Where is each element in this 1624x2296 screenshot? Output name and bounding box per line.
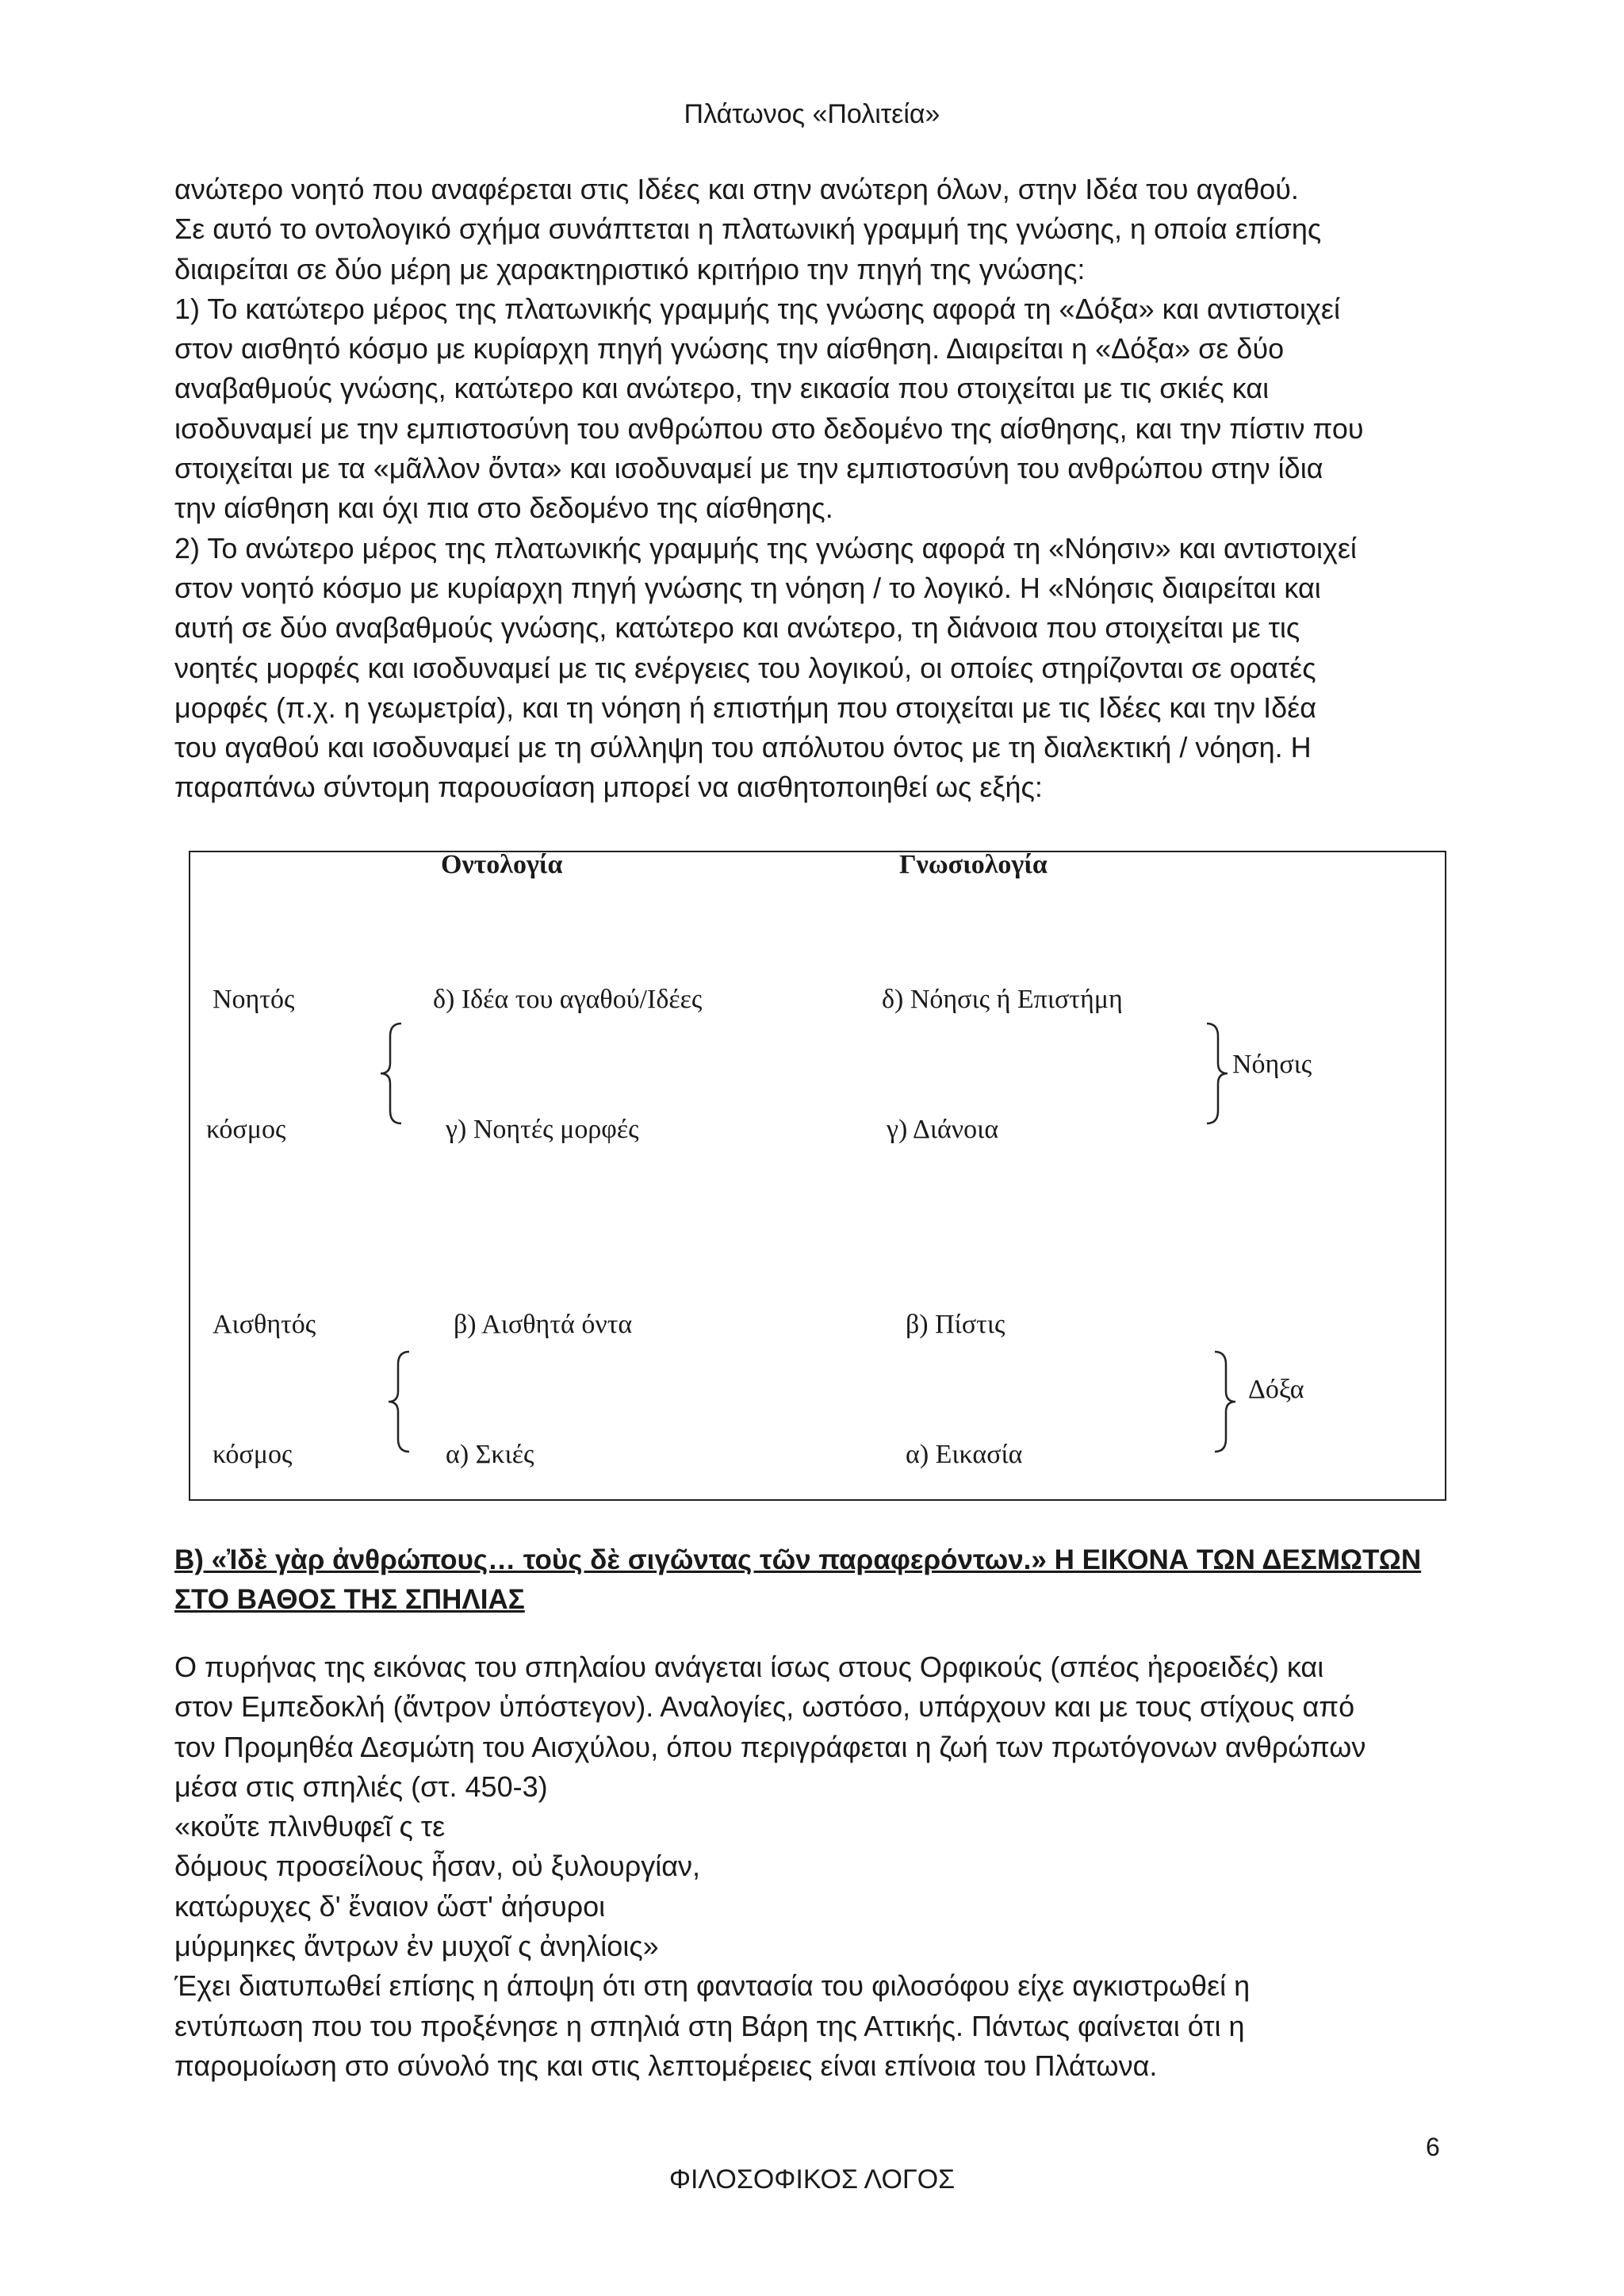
running-header: Πλάτωνος «Πολιτεία»: [684, 99, 940, 129]
text-line: τον Προμηθέα Δεσμώτη του Αισχύλου, όπου περιγράφεται η ζωή των πρωτόγονων ανθρώπων: [174, 1730, 1366, 1763]
section-heading-line: ΣΤΟ ΒΑΘΟΣ ΤΗΣ ΣΠΗΛΙΑΣ: [174, 1584, 525, 1615]
text-line: στον νοητό κόσμο με κυρίαρχη πηγή γνώσης τη νόηση / το λογικό. Η «Νόησις διαιρείται και: [174, 571, 1321, 604]
dianoia-label: γ) Διάνοια: [887, 1115, 999, 1144]
text-line: ανώτερο νοητό που αναφέρεται στις Ιδέες και στην ανώτερη όλων, στην Ιδέα του αγαθού.: [174, 173, 1299, 205]
text-line: αναβαθμούς γνώσης, κατώτερο και ανώτερο, την εικασία που στοιχείται με τις σκιές και: [174, 372, 1270, 405]
text-line: του αγαθού και ισοδυναμεί με τη σύλληψη του απόλυτου όντος με τη διαλεκτική / νόηση. Η: [174, 731, 1312, 764]
right-brace-icon: [1207, 1350, 1239, 1453]
text-line: παραπάνω σύντομη παρουσίαση μπορεί να αισθητοποιηθεί ως εξής:: [174, 771, 1043, 804]
text-line: εντύπωση που του προξένησε η σπηλιά στη Βάρη της Αττικής. Πάντως φαίνεται ότι η: [174, 2009, 1245, 2042]
text-line: 1) Το κατώτερο μέρος της πλατωνικής γραμμής της γνώσης αφορά τη «Δόξα» και αντιστοιχεί: [174, 292, 1340, 325]
text-line: 2) Το ανώτερο μέρος της πλατωνικής γραμμής της γνώσης αφορά τη «Νόησιν» και αντιστοιχεί: [174, 531, 1357, 564]
aisthetos-label: Αισθητός: [213, 1310, 316, 1339]
divided-line-diagram: [189, 851, 1446, 1501]
kosmos-label-lower: κόσμος: [213, 1440, 293, 1469]
text-line: διαιρείται σε δύο μέρη με χαρακτηριστικό κριτήριο την πηγή της γνώσης:: [174, 252, 1086, 285]
section-heading-line: Β) «Ἰδὲ γὰρ ἀνθρώπους… τοὺς δὲ σιγῶντας τῶν παραφερόντων.» Η ΕΙΚΟΝΑ ΤΩΝ ΔΕΣΜΩΤΩΝ: [174, 1544, 1422, 1575]
aistheta-onta-label: β) Αισθητά όντα: [454, 1310, 633, 1339]
text-line: στοιχείται με τα «μᾶλλον ὄντα» και ισοδυναμεί με την εμπιστοσύνη του ανθρώπου στην ίδια: [174, 452, 1323, 485]
text-line: Έχει διατυπωθεί επίσης η άποψη ότι στη φαντασία του φιλοσόφου είχε αγκιστρωθεί η: [174, 1969, 1251, 2003]
left-brace-icon: [385, 1350, 417, 1453]
noesis-episteme-label: δ) Νόησις ή Επιστήμη: [882, 985, 1123, 1014]
text-line: κατώρυχες δ' ἔναιον ὥστ' ἀήσυροι: [174, 1889, 606, 1923]
text-line: ισοδυναμεί με την εμπιστοσύνη του ανθρώπου στο δεδομένο της αίσθησης, και την πίστιν που: [174, 411, 1364, 445]
skies-label: α) Σκιές: [446, 1440, 534, 1469]
eikasia-label: α) Εικασία: [906, 1440, 1023, 1469]
idea-agathou-label: δ) Ιδέα του αγαθού/Ιδέες: [433, 985, 703, 1014]
text-line: δόμους προσείλους ἦσαν, οὐ ξυλουργίαν,: [174, 1850, 701, 1883]
text-line: στον αισθητό κόσμο με κυρίαρχη πηγή γνώσης την αίσθηση. Διαιρείται η «Δόξα» σε δύο: [174, 332, 1285, 365]
noetos-label: Νοητός: [213, 985, 295, 1014]
noesis-group-label: Νόησις: [1232, 1050, 1312, 1079]
intro-paragraph: [174, 170, 1459, 808]
text-line: παρομοίωση στο σύνολό της και στις λεπτομέρειες είναι επίνοια του Πλάτωνα.: [174, 2049, 1158, 2082]
text-line: μύρμηκες ἄντρων ἐν μυχοῖ ς ἀνηλίοις»: [174, 1930, 659, 1963]
text-line: Ο πυρήνας της εικόνας του σπηλαίου ανάγεται ίσως στους Ορφικούς (σπέος ἠεροειδές) και: [174, 1651, 1324, 1683]
text-line: μορφές (π.χ. η γεωμετρία), και τη νόηση ή επιστήμη που στοιχείται με τις Ιδέες και την Ιδέα: [174, 691, 1317, 724]
text-line: Σε αυτό το οντολογικό σχήμα συνάπτεται η πλατωνική γραμμή της γνώσης, η οποία επίσης: [174, 212, 1322, 246]
text-line: την αίσθηση και όχι πια στο δεδομένο της αίσθησης.: [174, 492, 833, 525]
text-line: «κοὔτε πλινθυφεῖ ς τε: [174, 1810, 446, 1843]
pistis-label: β) Πίστις: [906, 1310, 1005, 1339]
kosmos-label-upper: κόσμος: [206, 1115, 286, 1144]
right-brace-icon: [1199, 1022, 1231, 1125]
text-line: στον Εμπεδοκλή (ἄντρον ὑπόστεγον). Αναλογίες, ωστόσο, υπάρχουν και με τους στίχους από: [174, 1690, 1355, 1724]
page-number: 6: [1426, 2133, 1440, 2161]
section-heading: [174, 1540, 1459, 1620]
text-line: αυτή σε δύο αναβαθμούς γνώσης, κατώτερο και ανώτερο, τη διάνοια που στοιχείται με τις: [174, 611, 1300, 645]
ontology-heading: Οντολογία: [441, 850, 563, 879]
noetes-morfes-label: γ) Νοητές μορφές: [446, 1115, 639, 1144]
epistemology-heading: Γνωσιολογία: [899, 850, 1048, 879]
text-line: μέσα στις σπηλιές (στ. 450-3): [174, 1770, 548, 1803]
text-line: νοητές μορφές και ισοδυναμεί με τις ενέργειες του λογικού, οι οποίες στηρίζονται σε ορατές: [174, 651, 1316, 684]
running-footer: ΦΙΛΟΣΟΦΙΚΟΣ ΛΟΓΟΣ: [668, 2164, 956, 2195]
doxa-group-label: Δόξα: [1248, 1375, 1304, 1404]
left-brace-icon: [377, 1022, 409, 1125]
cave-paragraph: [174, 1647, 1459, 2086]
